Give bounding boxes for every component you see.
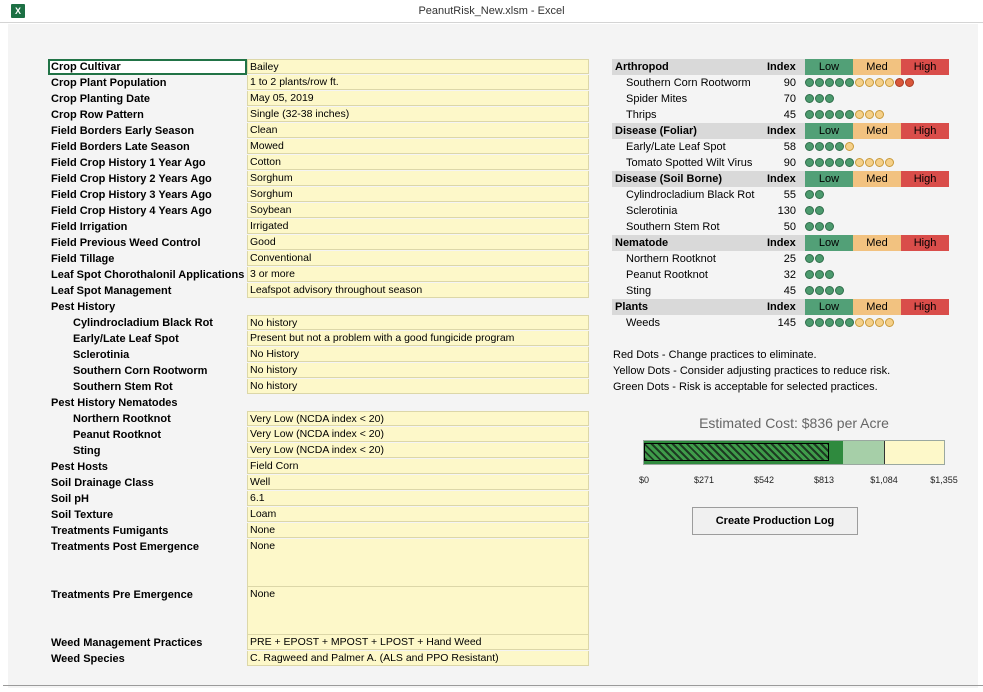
cost-tick: $1,355: [930, 475, 958, 485]
index-header: Index: [767, 301, 796, 313]
crop-plant-population-value[interactable]: 1 to 2 plants/row ft.: [247, 75, 589, 90]
green-risk-dot: [805, 222, 814, 231]
green-risk-dot: [815, 286, 824, 295]
high-header: High: [901, 235, 949, 251]
green-risk-dot: [835, 110, 844, 119]
med-header: Med: [853, 171, 901, 187]
field-tillage-label: Field Tillage: [51, 253, 115, 265]
risk-row: [612, 187, 949, 203]
field-borders-early-value[interactable]: Clean: [247, 123, 589, 138]
green-risk-dot: [805, 318, 814, 327]
risk-name: Spider Mites: [626, 93, 688, 105]
risk-name: Northern Rootknot: [626, 253, 716, 265]
index-header: Index: [767, 173, 796, 185]
risk-row: [612, 155, 949, 171]
leaf-spot-mgmt-label: Leaf Spot Management: [51, 285, 172, 297]
pest-hosts-label: Pest Hosts: [51, 461, 108, 473]
history-3-label: Field Crop History 3 Years Ago: [51, 189, 212, 201]
ph-sclerotinia-value[interactable]: No History: [247, 347, 589, 362]
risk-header-nematode: [612, 235, 949, 251]
risk-index: 90: [783, 77, 796, 89]
nem-sting-value[interactable]: Very Low (NCDA index < 20): [247, 443, 589, 458]
cost-tick: $813: [813, 475, 835, 485]
risk-dots: [805, 222, 835, 232]
risk-header-disease-soil: [612, 171, 949, 187]
soil-ph-value[interactable]: 6.1: [247, 491, 589, 506]
cost-tick: $1,084: [870, 475, 898, 485]
med-header: Med: [853, 59, 901, 75]
weed-species-value[interactable]: C. Ragweed and Palmer A. (ALS and PPO Resistant): [247, 651, 589, 666]
crop-planting-date-value[interactable]: May 05, 2019: [247, 91, 589, 106]
risk-category-label: Disease (Soil Borne): [615, 173, 722, 185]
green-risk-dot: [845, 110, 854, 119]
green-risk-dot: [805, 158, 814, 167]
soil-texture-value[interactable]: Loam: [247, 507, 589, 522]
risk-index: 55: [783, 189, 796, 201]
risk-name: Tomato Spotted Wilt Virus: [626, 157, 753, 169]
pest-hosts-value[interactable]: Field Corn: [247, 459, 589, 474]
yellow-risk-dot: [855, 78, 864, 87]
ph-leafspot-value[interactable]: Present but not a problem with a good fungicide program: [247, 331, 589, 346]
risk-dots: [805, 110, 885, 120]
low-header: Low: [805, 123, 853, 139]
green-risk-dot: [815, 78, 824, 87]
cost-bar-estimate: [644, 443, 829, 461]
green-risk-dot: [835, 158, 844, 167]
risk-row: [612, 107, 949, 123]
green-risk-dot: [835, 318, 844, 327]
yellow-risk-dot: [865, 110, 874, 119]
green-risk-dot: [815, 142, 824, 151]
risk-name: Southern Stem Rot: [626, 221, 720, 233]
fumigants-label: Treatments Fumigants: [51, 525, 169, 537]
risk-index: 145: [777, 317, 796, 329]
green-risk-dot: [805, 110, 814, 119]
legend-red: Red Dots - Change practices to eliminate.: [613, 349, 817, 361]
yellow-risk-dot: [845, 142, 854, 151]
yellow-risk-dot: [875, 158, 884, 167]
excel-app-icon: X: [11, 4, 25, 18]
risk-row: [612, 203, 949, 219]
nem-northern-value[interactable]: Very Low (NCDA index < 20): [247, 411, 589, 426]
green-risk-dot: [835, 142, 844, 151]
green-risk-dot: [845, 158, 854, 167]
risk-dots: [805, 254, 825, 264]
risk-row: [612, 251, 949, 267]
risk-row: [612, 267, 949, 283]
risk-row: [612, 91, 949, 107]
risk-index: 32: [783, 269, 796, 281]
worksheet-bottom-border: [3, 685, 983, 686]
risk-header-arthropod: [612, 59, 949, 75]
pre-emergence-label: Treatments Pre Emergence: [51, 589, 193, 601]
pre-emergence-value[interactable]: None: [247, 587, 589, 635]
legend-green: Green Dots - Risk is acceptable for selected practices.: [613, 381, 878, 393]
risk-category-label: Plants: [615, 301, 649, 313]
ph-cylindro-label: Cylindrocladium Black Rot: [73, 317, 213, 329]
risk-dots: [805, 270, 835, 280]
nem-peanut-label: Peanut Rootknot: [73, 429, 161, 441]
yellow-risk-dot: [875, 78, 884, 87]
risk-index: 25: [783, 253, 796, 265]
risk-row: [612, 315, 949, 331]
yellow-risk-dot: [865, 318, 874, 327]
low-header: Low: [805, 171, 853, 187]
soil-texture-label: Soil Texture: [51, 509, 114, 521]
window-title: PeanutRisk_New.xlsm - Excel: [418, 5, 565, 17]
risk-name: Thrips: [626, 109, 657, 121]
crop-planting-date-label: Crop Planting Date: [51, 93, 151, 105]
green-risk-dot: [845, 318, 854, 327]
risk-name: Sting: [626, 285, 652, 297]
risk-dots: [805, 142, 855, 152]
risk-dots: [805, 78, 915, 88]
index-header: Index: [767, 125, 796, 137]
green-risk-dot: [815, 318, 824, 327]
field-tillage-value[interactable]: Conventional: [247, 251, 589, 266]
low-header: Low: [805, 59, 853, 75]
pest-history-nematodes-heading: Pest History Nematodes: [51, 397, 178, 409]
crop-row-pattern-value[interactable]: Single (32-38 inches): [247, 107, 589, 122]
risk-row: [612, 75, 949, 91]
nem-sting-label: Sting: [73, 445, 101, 457]
crop-row-pattern-label: Crop Row Pattern: [51, 109, 144, 121]
history-2-label: Field Crop History 2 Years Ago: [51, 173, 212, 185]
green-risk-dot: [825, 78, 834, 87]
green-risk-dot: [825, 318, 834, 327]
risk-index: 130: [777, 205, 796, 217]
risk-dots: [805, 190, 825, 200]
yellow-risk-dot: [885, 158, 894, 167]
green-risk-dot: [825, 270, 834, 279]
low-header: Low: [805, 235, 853, 251]
green-risk-dot: [815, 110, 824, 119]
ph-ssr-value[interactable]: No history: [247, 379, 589, 394]
ph-ssr-label: Southern Stem Rot: [73, 381, 173, 393]
legend-yellow: Yellow Dots - Consider adjusting practices to reduce risk.: [613, 365, 891, 377]
risk-name: Sclerotinia: [626, 205, 678, 217]
high-header: High: [901, 123, 949, 139]
history-4-value[interactable]: Soybean: [247, 203, 589, 218]
green-risk-dot: [815, 206, 824, 215]
green-risk-dot: [815, 190, 824, 199]
risk-index: 90: [783, 157, 796, 169]
crop-cultivar-value[interactable]: Bailey: [247, 59, 589, 74]
risk-index: 45: [783, 109, 796, 121]
risk-name: Southern Corn Rootworm: [626, 77, 751, 89]
index-header: Index: [767, 237, 796, 249]
cost-bar: [643, 440, 945, 465]
ph-leafspot-label: Early/Late Leaf Spot: [73, 333, 179, 345]
yellow-risk-dot: [885, 78, 894, 87]
estimated-cost-title: Estimated Cost: $836 per Acre: [699, 415, 889, 431]
weed-mgmt-label: Weed Management Practices: [51, 637, 203, 649]
soil-ph-label: Soil pH: [51, 493, 89, 505]
cost-tick: $271: [693, 475, 715, 485]
cost-bar-marker: [884, 441, 885, 464]
risk-dots: [805, 94, 835, 104]
yellow-risk-dot: [855, 318, 864, 327]
risk-header-plants: [612, 299, 949, 315]
risk-dots: [805, 158, 895, 168]
history-3-value[interactable]: Sorghum: [247, 187, 589, 202]
yellow-risk-dot: [885, 318, 894, 327]
green-risk-dot: [805, 94, 814, 103]
high-header: High: [901, 299, 949, 315]
leaf-spot-mgmt-value[interactable]: Leafspot advisory throughout season: [247, 283, 589, 298]
field-irrigation-label: Field Irrigation: [51, 221, 128, 233]
yellow-risk-dot: [875, 318, 884, 327]
green-risk-dot: [805, 286, 814, 295]
weed-species-label: Weed Species: [51, 653, 125, 665]
risk-name: Peanut Rootknot: [626, 269, 708, 281]
fumigants-value[interactable]: None: [247, 523, 589, 538]
risk-header-disease-foliar: [612, 123, 949, 139]
yellow-risk-dot: [865, 78, 874, 87]
create-production-log-button[interactable]: Create Production Log: [692, 507, 858, 535]
red-risk-dot: [895, 78, 904, 87]
cost-tick: $0: [638, 475, 650, 485]
green-risk-dot: [805, 78, 814, 87]
field-borders-early-label: Field Borders Early Season: [51, 125, 195, 137]
risk-dots: [805, 206, 825, 216]
ph-cylindro-value[interactable]: No history: [247, 315, 589, 330]
green-risk-dot: [845, 78, 854, 87]
green-risk-dot: [835, 286, 844, 295]
green-risk-dot: [805, 206, 814, 215]
green-risk-dot: [815, 270, 824, 279]
history-1-label: Field Crop History 1 Year Ago: [51, 157, 206, 169]
nem-peanut-value[interactable]: Very Low (NCDA index < 20): [247, 427, 589, 442]
risk-dots: [805, 286, 845, 296]
green-risk-dot: [815, 158, 824, 167]
crop-plant-population-label: Crop Plant Population: [51, 77, 167, 89]
risk-index: 70: [783, 93, 796, 105]
crop-cultivar-label: Crop Cultivar: [51, 61, 121, 73]
yellow-risk-dot: [875, 110, 884, 119]
med-header: Med: [853, 299, 901, 315]
soil-drainage-value[interactable]: Well: [247, 475, 589, 490]
risk-name: Cylindrocladium Black Rot: [626, 189, 755, 201]
red-risk-dot: [905, 78, 914, 87]
previous-weed-control-value[interactable]: Good: [247, 235, 589, 250]
post-emergence-label: Treatments Post Emergence: [51, 541, 199, 553]
chlorothalonil-label: Leaf Spot Chorothalonil Applications: [51, 269, 245, 281]
risk-row: [612, 219, 949, 235]
field-borders-late-label: Field Borders Late Season: [51, 141, 190, 153]
history-4-label: Field Crop History 4 Years Ago: [51, 205, 212, 217]
risk-category-label: Nematode: [615, 237, 669, 249]
ph-scr-label: Southern Corn Rootworm: [73, 365, 208, 377]
ph-sclerotinia-label: Sclerotinia: [73, 349, 130, 361]
green-risk-dot: [835, 78, 844, 87]
chlorothalonil-value[interactable]: 3 or more: [247, 267, 589, 282]
risk-category-label: Arthropod: [615, 61, 669, 73]
yellow-risk-dot: [855, 110, 864, 119]
green-risk-dot: [825, 286, 834, 295]
green-risk-dot: [815, 222, 824, 231]
high-header: High: [901, 59, 949, 75]
green-risk-dot: [825, 222, 834, 231]
previous-weed-control-label: Field Previous Weed Control: [51, 237, 201, 249]
green-risk-dot: [825, 110, 834, 119]
ph-scr-value[interactable]: No history: [247, 363, 589, 378]
risk-category-label: Disease (Foliar): [615, 125, 697, 137]
field-irrigation-value[interactable]: Irrigated: [247, 219, 589, 234]
index-header: Index: [767, 61, 796, 73]
history-2-value[interactable]: Sorghum: [247, 171, 589, 186]
med-header: Med: [853, 235, 901, 251]
pest-history-heading: Pest History: [51, 301, 116, 313]
risk-name: Weeds: [626, 317, 661, 329]
green-risk-dot: [815, 254, 824, 263]
cost-tick: $542: [753, 475, 775, 485]
risk-index: 45: [783, 285, 796, 297]
yellow-risk-dot: [865, 158, 874, 167]
med-header: Med: [853, 123, 901, 139]
green-risk-dot: [825, 158, 834, 167]
risk-row: [612, 139, 949, 155]
yellow-risk-dot: [855, 158, 864, 167]
green-risk-dot: [815, 94, 824, 103]
title-bar: [0, 0, 983, 23]
weed-mgmt-value[interactable]: PRE + EPOST + MPOST + LPOST + Hand Weed: [247, 635, 589, 650]
high-header: High: [901, 171, 949, 187]
history-1-value[interactable]: Cotton: [247, 155, 589, 170]
risk-index: 50: [783, 221, 796, 233]
risk-index: 58: [783, 141, 796, 153]
risk-dots: [805, 318, 895, 328]
nem-northern-label: Northern Rootknot: [73, 413, 171, 425]
green-risk-dot: [805, 190, 814, 199]
low-header: Low: [805, 299, 853, 315]
green-risk-dot: [805, 254, 814, 263]
soil-drainage-label: Soil Drainage Class: [51, 477, 154, 489]
green-risk-dot: [805, 142, 814, 151]
green-risk-dot: [825, 94, 834, 103]
green-risk-dot: [805, 270, 814, 279]
risk-row: [612, 283, 949, 299]
field-borders-late-value[interactable]: Mowed: [247, 139, 589, 154]
risk-name: Early/Late Leaf Spot: [626, 141, 726, 153]
green-risk-dot: [825, 142, 834, 151]
post-emergence-value[interactable]: None: [247, 539, 589, 587]
